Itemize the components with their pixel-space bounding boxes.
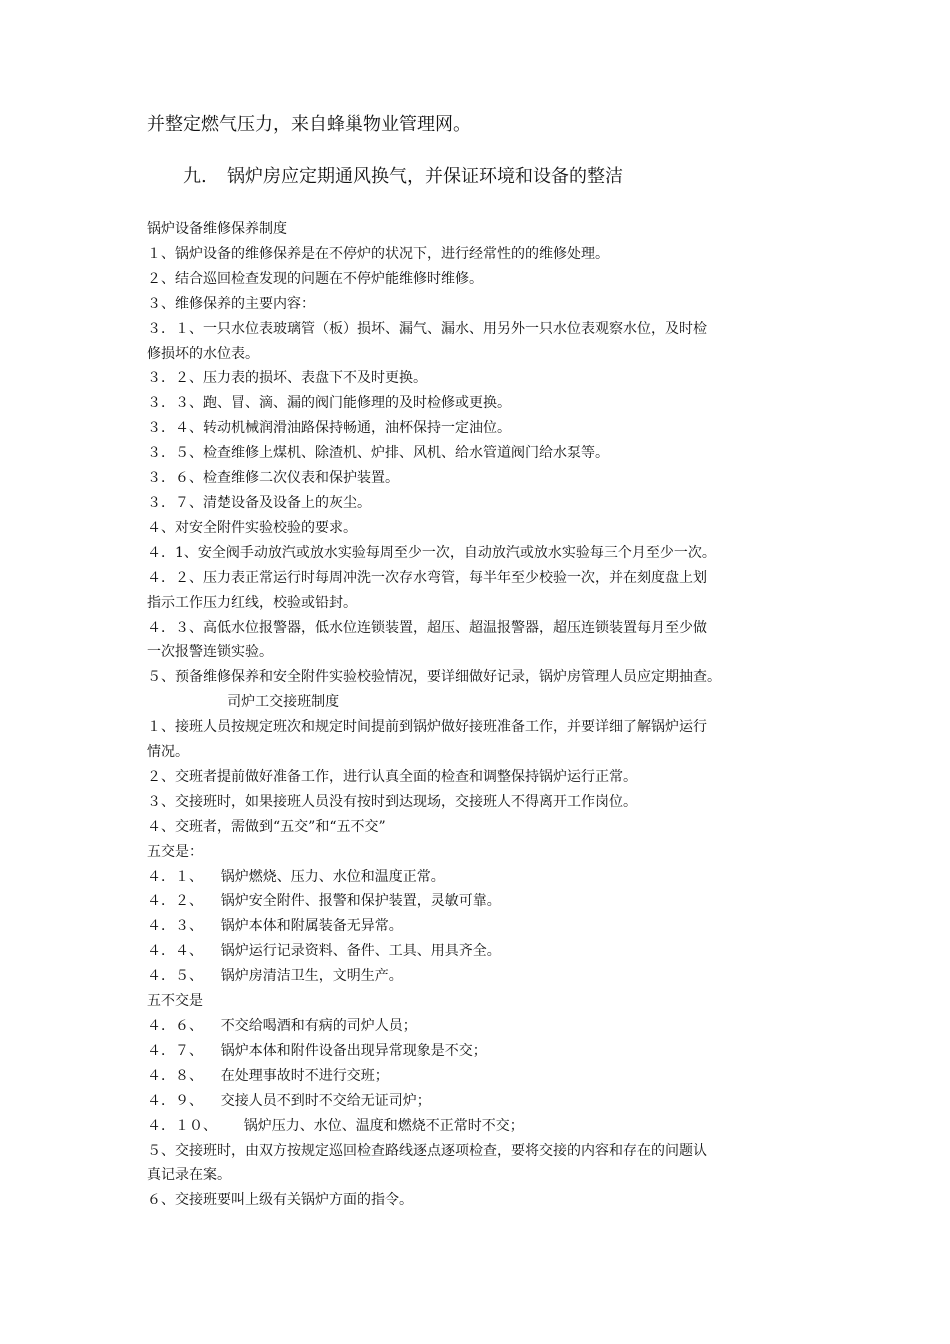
text-line: ５、交接班时，由双方按规定巡回检查路线逐点逐项检查，要将交接的内容和存在的问题认 [147, 1142, 707, 1159]
text-line: ２、结合巡回检查发现的问题在不停炉能维修时维修。 [147, 270, 483, 287]
text-line: ４．７、 锅炉本体和附件设备出现异常现象是不交； [147, 1042, 487, 1059]
text-line: 五交是： [147, 843, 203, 860]
continuation-line: 并整定燃气压力，来自蜂巢物业管理网。 [147, 114, 471, 135]
text-line: 司炉工交接班制度 [147, 694, 340, 711]
text-line: ４．６、 不交给喝酒和有病的司炉人员； [147, 1018, 417, 1034]
text-line: ３．３、跑、冒、滴、漏的阀门能修理的及时检修或更换。 [147, 395, 511, 412]
text-line: ４．２、 锅炉安全附件、报警和保护装置，灵敏可靠。 [147, 893, 501, 910]
text-line: ４．５、 锅炉房清洁卫生，文明生产。 [147, 968, 403, 985]
text-line: ４．８、 在处理事故时不进行交班； [147, 1067, 389, 1084]
text-line: ３．２、压力表的损坏、表盘下不及时更换。 [147, 370, 427, 387]
text-line: ３、维修保养的主要内容： [147, 295, 315, 312]
item-9-number: 九. [183, 166, 207, 187]
text-line: 真记录在案。 [147, 1167, 231, 1184]
text-line: ４、交班者，需做到“五交”和“五不交” [147, 818, 386, 835]
text-line: ４．４、 锅炉运行记录资料、备件、工具、用具齐全。 [147, 943, 501, 960]
text-line: 一次报警连锁实验。 [147, 644, 273, 661]
text-line: １、接班人员按规定班次和规定时间提前到锅炉做好接班准备工作，并要详细了解锅炉运行 [147, 719, 707, 736]
item-9-text: 锅炉房应定期通风换气，并保证环境和设备的整洁 [227, 166, 623, 187]
regulation-body [147, 217, 812, 1213]
text-line: ４．２、压力表正常运行时每周冲洗一次存水弯管，每半年至少校验一次，并在刻度盘上划 [147, 569, 707, 586]
text-line: ３．４、转动机械润滑油路保持畅通，油杯保持一定油位。 [147, 420, 511, 437]
text-line: ３．５、检查维修上煤机、除渣机、炉排、风机、给水管道阀门给水泵等。 [147, 445, 609, 462]
text-line: ３．６、检查维修二次仪表和保护装置。 [147, 470, 399, 487]
text-line: ４．１０、 锅炉压力、水位、温度和燃烧不正常时不交； [147, 1117, 524, 1134]
text-line: ２、交班者提前做好准备工作，进行认真全面的检查和调整保持锅炉运行正常。 [147, 768, 637, 785]
text-line: ４．１、 锅炉燃烧、压力、水位和温度正常。 [147, 868, 445, 885]
text-line: ５、预备维修保养和安全附件实验校验情况，要详细做好记录，锅炉房管理人员应定期抽查。 [147, 669, 721, 686]
text-line: 情况。 [147, 744, 189, 761]
text-line: 锅炉设备维修保养制度 [147, 221, 287, 237]
text-line: ３．１、一只水位表玻璃管（板）损坏、漏气、漏水、用另外一只水位表观察水位，及时检 [147, 320, 707, 337]
item-9 [183, 165, 623, 189]
text-line: ４．３、 锅炉本体和附属装备无异常。 [147, 918, 403, 935]
text-line: ４．３、高低水位报警器，低水位连锁装置，超压、超温报警器，超压连锁装置每月至少做 [147, 619, 707, 636]
text-line: １、锅炉设备的维修保养是在不停炉的状况下，进行经常性的的维修处理。 [147, 245, 609, 262]
text-line: ４、对安全附件实验校验的要求。 [147, 519, 357, 536]
text-line: ３．７、清楚设备及设备上的灰尘。 [147, 494, 371, 511]
text-line: ４．1、安全阀手动放汽或放水实验每周至少一次，自动放汽或放水实验每三个月至少一次。 [147, 544, 716, 561]
text-line: 五不交是 [147, 993, 203, 1010]
text-line: 修损坏的水位表。 [147, 345, 259, 362]
text-line: ３、交接班时，如果接班人员没有按时到达现场，交接班人不得离开工作岗位。 [147, 793, 637, 810]
text-line: ６、交接班要叫上级有关锅炉方面的指令。 [147, 1192, 413, 1209]
text-line: ４．９、 交接人员不到时不交给无证司炉； [147, 1092, 431, 1109]
text-line: 指示工作压力红线，校验或铅封。 [147, 594, 357, 611]
